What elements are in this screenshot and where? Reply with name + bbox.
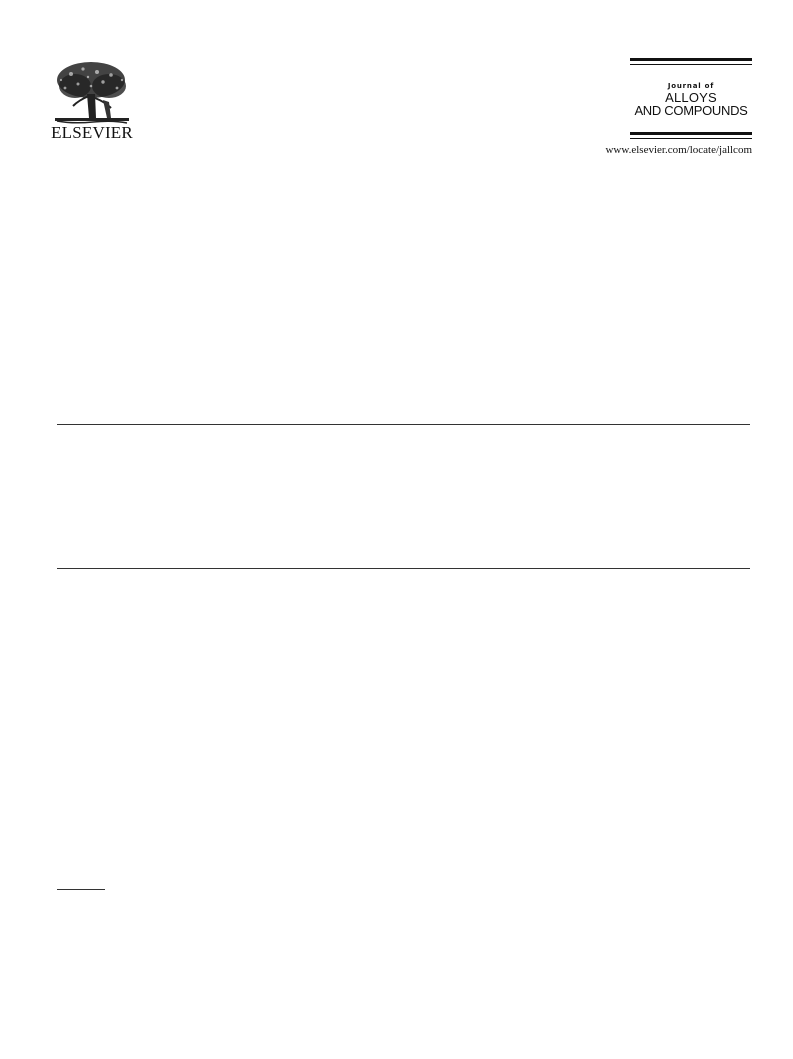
abstract-top-rule bbox=[57, 424, 750, 425]
publisher-name: ELSEVIER bbox=[51, 123, 133, 142]
abstract-bottom-rule bbox=[57, 568, 750, 569]
journal-top-rule-2 bbox=[630, 64, 752, 65]
journal-title-compounds: AND COMPOUNDS bbox=[634, 103, 748, 118]
tree-icon bbox=[53, 60, 131, 126]
journal-bottom-rule-2 bbox=[630, 138, 752, 139]
journal-title-prefix: Journal of bbox=[667, 82, 715, 90]
journal-bottom-rule bbox=[630, 132, 752, 135]
journal-title-alloys: ALLOYS bbox=[665, 90, 717, 105]
journal-masthead bbox=[630, 58, 752, 139]
footnote-rule bbox=[57, 889, 105, 890]
journal-url-link[interactable]: www.elsevier.com/locate/jallcom bbox=[605, 144, 752, 156]
journal-top-rule bbox=[630, 58, 752, 61]
